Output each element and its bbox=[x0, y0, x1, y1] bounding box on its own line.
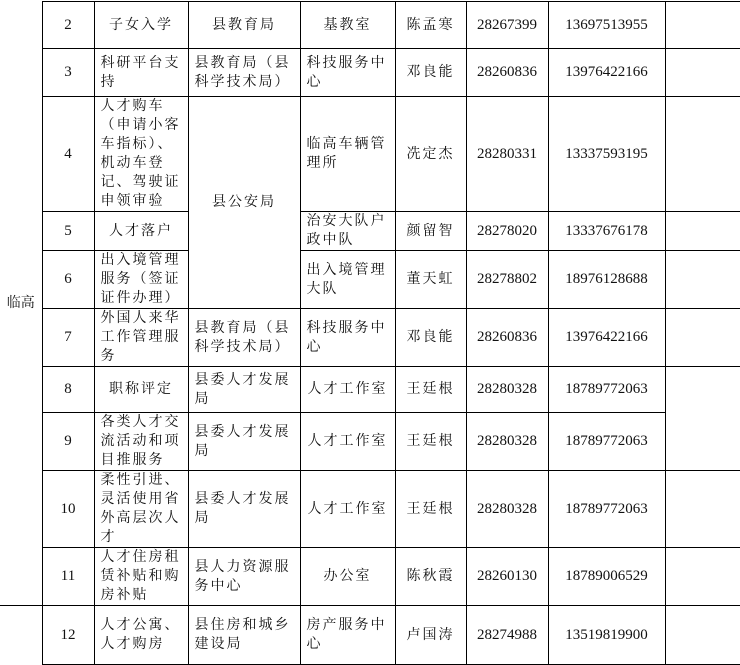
office: 人才工作室 bbox=[300, 413, 395, 471]
mobile-phone: 18789772063 bbox=[548, 471, 665, 548]
office-phone: 28278020 bbox=[466, 212, 548, 251]
office: 人才工作室 bbox=[300, 471, 395, 548]
contact-person: 邓良能 bbox=[395, 49, 466, 97]
mobile-phone: 13337593195 bbox=[548, 97, 665, 212]
office-phone: 28260836 bbox=[466, 49, 548, 97]
office-phone: 28274988 bbox=[466, 606, 548, 665]
mobile-phone: 13337676178 bbox=[548, 212, 665, 251]
service-item: 人才住房租赁补贴和购房补贴 bbox=[94, 548, 188, 606]
remarks bbox=[665, 212, 740, 251]
mobile-phone: 13697513955 bbox=[548, 2, 665, 49]
row-number: 8 bbox=[42, 367, 94, 413]
office: 基教室 bbox=[300, 2, 395, 49]
contact-person: 邓良能 bbox=[395, 309, 466, 367]
service-item: 人才购车（申请小客车指标）、机动车登记、驾驶证申领审验 bbox=[94, 97, 188, 212]
mobile-phone: 18976128688 bbox=[548, 251, 665, 309]
table-row bbox=[0, 471, 740, 548]
mobile-phone: 18789772063 bbox=[548, 367, 665, 413]
row-number: 11 bbox=[42, 548, 94, 606]
service-item: 外国人来华工作管理服务 bbox=[94, 309, 188, 367]
office-phone: 28280328 bbox=[466, 413, 548, 471]
row-number: 7 bbox=[42, 309, 94, 367]
office: 临高车辆管理所 bbox=[300, 97, 395, 212]
row-number: 9 bbox=[42, 413, 94, 471]
service-item: 人才落户 bbox=[94, 212, 188, 251]
mobile-phone: 13519819900 bbox=[548, 606, 665, 665]
contact-person: 陈孟寒 bbox=[395, 2, 466, 49]
office: 出入境管理大队 bbox=[300, 251, 395, 309]
mobile-phone: 13976422166 bbox=[548, 309, 665, 367]
department: 县委人才发展局 bbox=[188, 413, 300, 471]
office: 办公室 bbox=[300, 548, 395, 606]
table-row bbox=[0, 309, 740, 367]
service-item: 人才公寓、人才购房 bbox=[94, 606, 188, 665]
office-phone: 28267399 bbox=[466, 2, 548, 49]
table-row bbox=[0, 548, 740, 606]
table-row bbox=[0, 2, 740, 49]
contact-person: 王廷根 bbox=[395, 367, 466, 413]
table-row bbox=[0, 367, 740, 413]
row-number: 5 bbox=[42, 212, 94, 251]
contact-person: 董天虹 bbox=[395, 251, 466, 309]
office-phone: 28280331 bbox=[466, 97, 548, 212]
service-item: 子女入学 bbox=[94, 2, 188, 49]
table-row bbox=[0, 212, 740, 251]
table-row bbox=[0, 97, 740, 212]
contact-person: 颜留智 bbox=[395, 212, 466, 251]
department: 县公安局 bbox=[188, 97, 300, 309]
contact-person: 陈秋霞 bbox=[395, 548, 466, 606]
department: 县住房和城乡建设局 bbox=[188, 606, 300, 665]
department: 县委人才发展局 bbox=[188, 471, 300, 548]
row-number: 10 bbox=[42, 471, 94, 548]
row-number: 12 bbox=[42, 606, 94, 665]
row-number: 3 bbox=[42, 49, 94, 97]
remarks bbox=[665, 97, 740, 212]
department: 县委人才发展局 bbox=[188, 367, 300, 413]
remarks bbox=[665, 471, 740, 548]
office: 科技服务中心 bbox=[300, 309, 395, 367]
contact-person: 卢国涛 bbox=[395, 606, 466, 665]
office-phone: 28260130 bbox=[466, 548, 548, 606]
row-number: 6 bbox=[42, 251, 94, 309]
contact-person: 王廷根 bbox=[395, 471, 466, 548]
office: 治安大队户政中队 bbox=[300, 212, 395, 251]
office-phone: 28280328 bbox=[466, 367, 548, 413]
service-item: 各类人才交流活动和项目推服务 bbox=[94, 413, 188, 471]
remarks bbox=[665, 309, 740, 367]
mobile-phone: 18789006529 bbox=[548, 548, 665, 606]
office-phone: 28260836 bbox=[466, 309, 548, 367]
department: 县教育局 bbox=[188, 2, 300, 49]
remarks bbox=[665, 367, 740, 471]
office-phone: 28280328 bbox=[466, 471, 548, 548]
contact-table bbox=[0, 1, 740, 665]
row-number: 2 bbox=[42, 2, 94, 49]
service-item: 职称评定 bbox=[94, 367, 188, 413]
department: 县人力资源服务中心 bbox=[188, 548, 300, 606]
region-cell-empty bbox=[0, 606, 42, 665]
remarks bbox=[665, 548, 740, 606]
remarks bbox=[665, 49, 740, 97]
contact-person: 王廷根 bbox=[395, 413, 466, 471]
table-row bbox=[0, 251, 740, 309]
office: 人才工作室 bbox=[300, 367, 395, 413]
region-cell: 临高 bbox=[0, 2, 42, 606]
mobile-phone: 13976422166 bbox=[548, 49, 665, 97]
mobile-phone: 18789772063 bbox=[548, 413, 665, 471]
department: 县教育局（县科学技术局） bbox=[188, 49, 300, 97]
table-row bbox=[0, 606, 740, 665]
row-number: 4 bbox=[42, 97, 94, 212]
table-row bbox=[0, 49, 740, 97]
table-row bbox=[0, 413, 740, 471]
service-item: 科研平台支持 bbox=[94, 49, 188, 97]
remarks bbox=[665, 251, 740, 309]
office: 科技服务中心 bbox=[300, 49, 395, 97]
office: 房产服务中心 bbox=[300, 606, 395, 665]
remarks bbox=[665, 2, 740, 49]
service-item: 出入境管理服务（签证证件办理） bbox=[94, 251, 188, 309]
department: 县教育局（县科学技术局） bbox=[188, 309, 300, 367]
remarks bbox=[665, 606, 740, 665]
office-phone: 28278802 bbox=[466, 251, 548, 309]
contact-person: 冼定杰 bbox=[395, 97, 466, 212]
service-item: 柔性引进、灵活使用省外高层次人才 bbox=[94, 471, 188, 548]
